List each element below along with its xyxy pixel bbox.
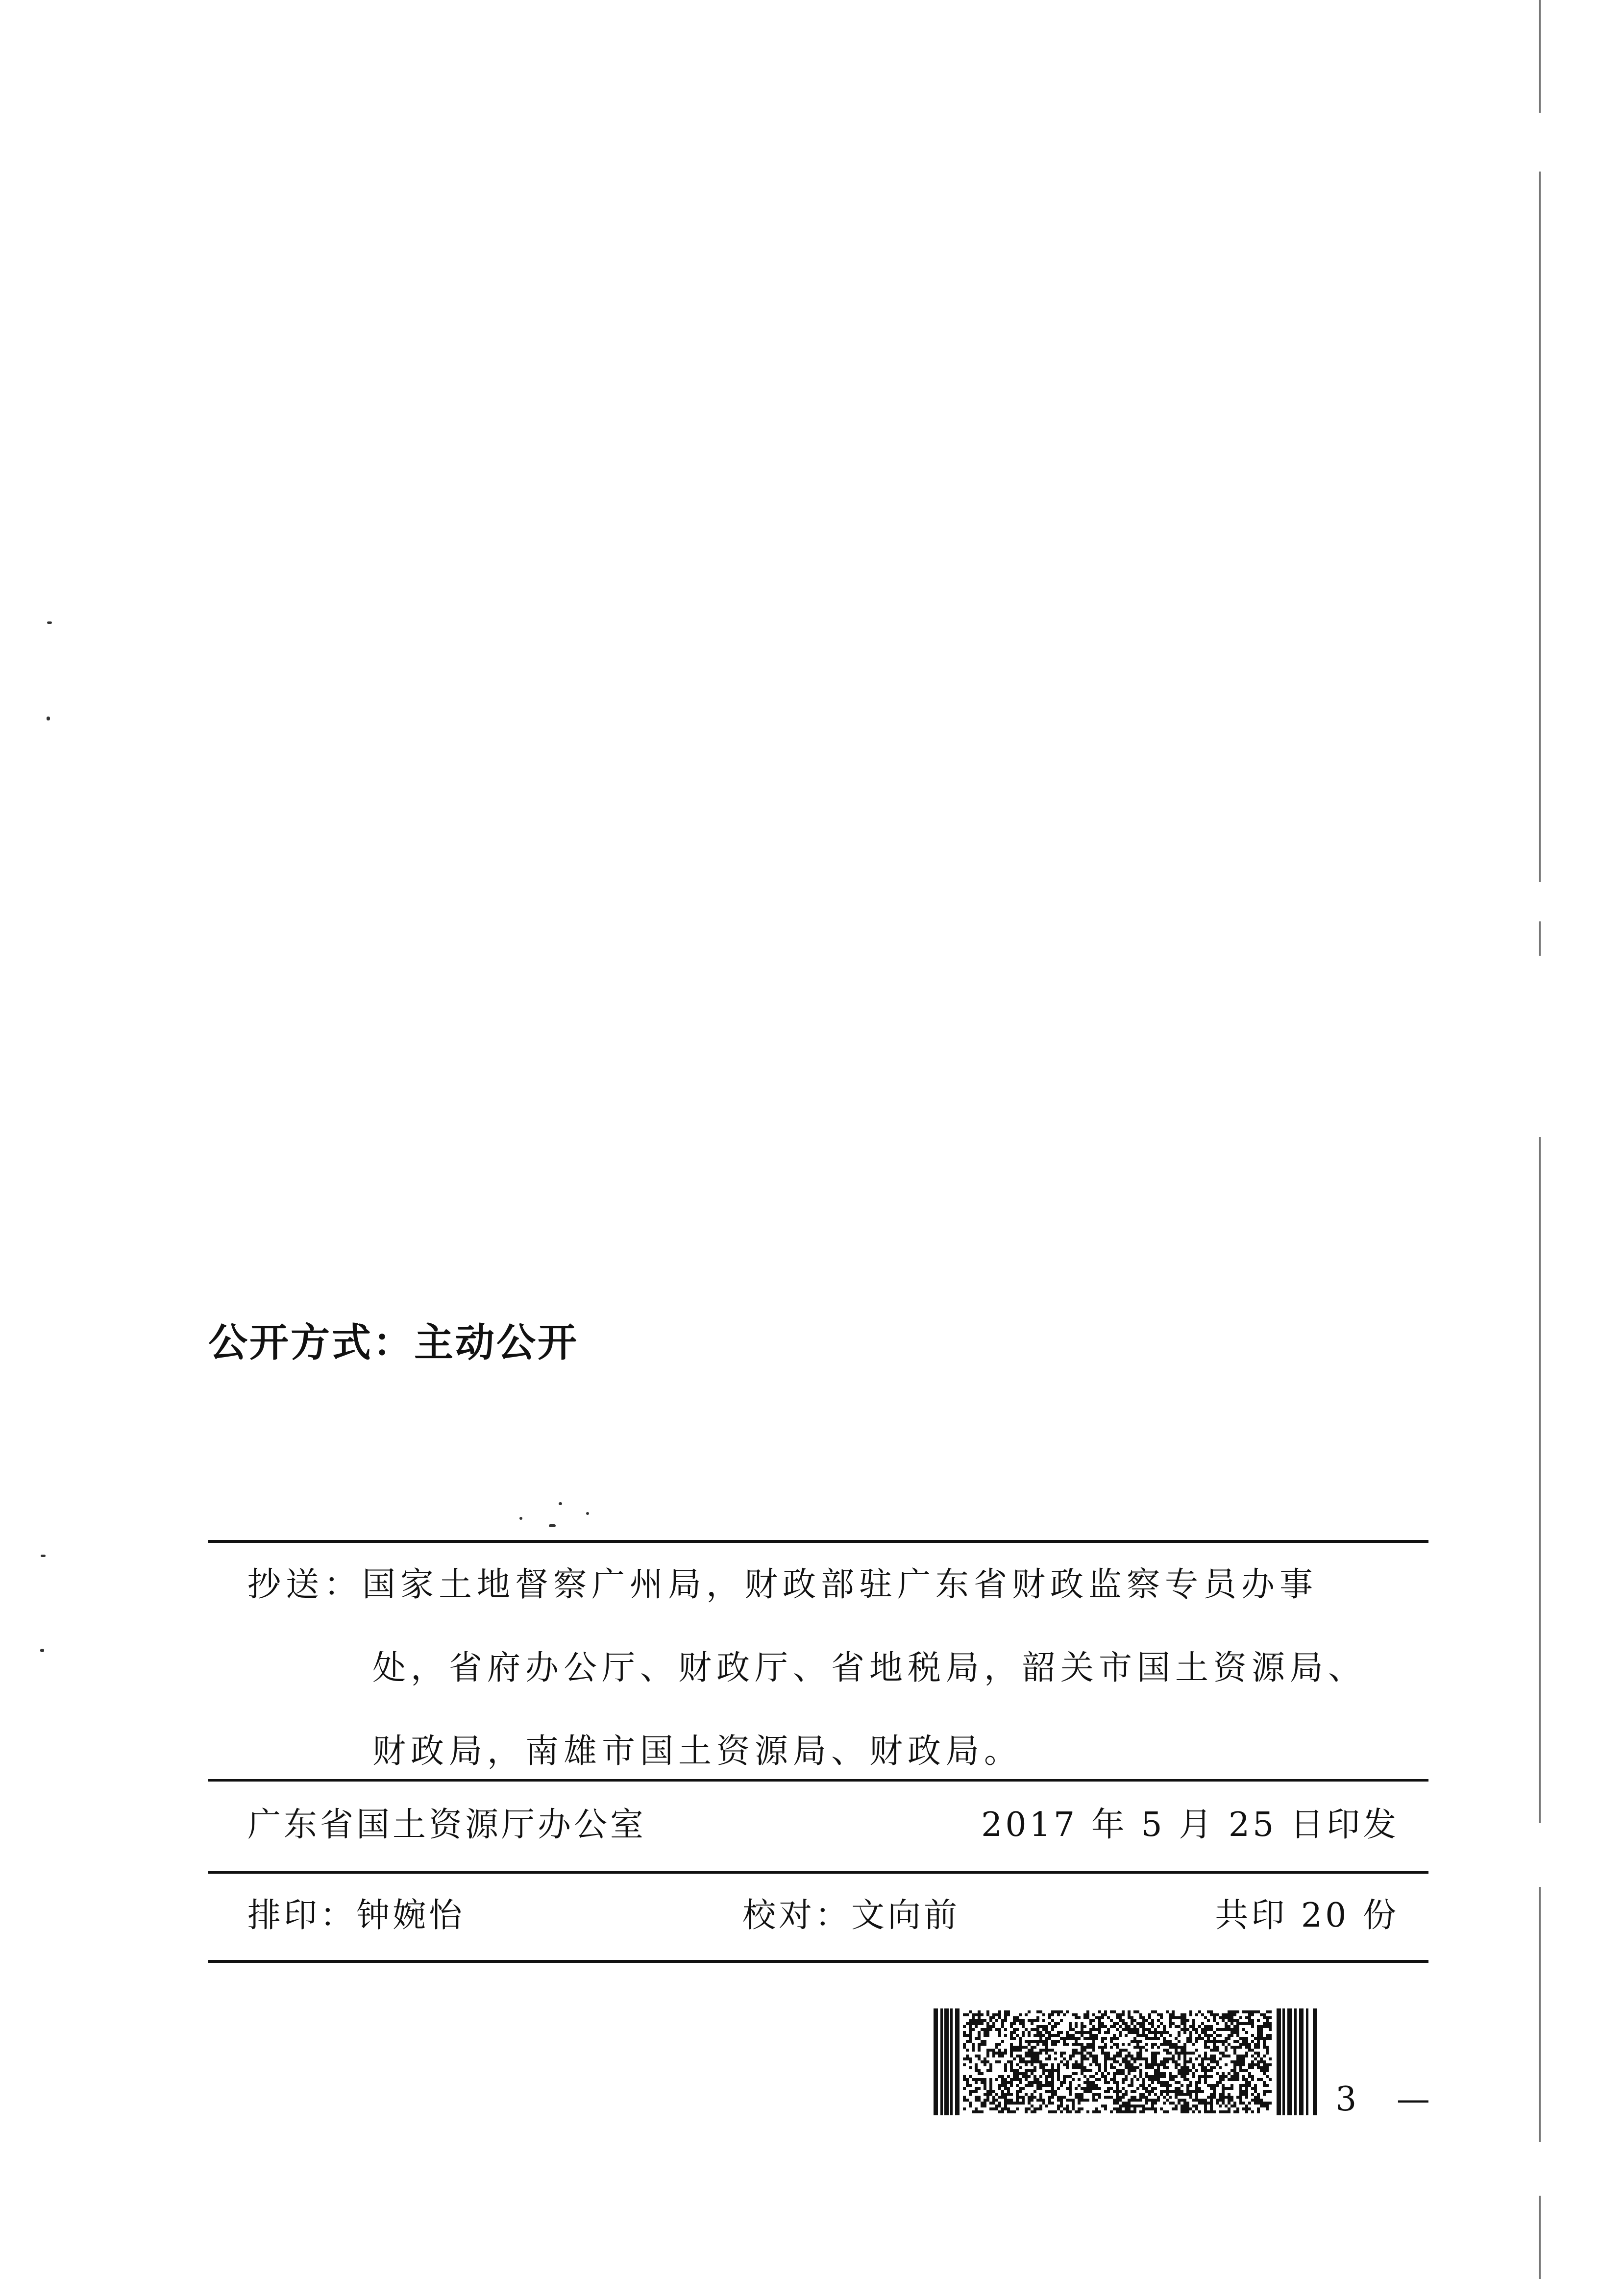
proofread-by: 校对：文向前 xyxy=(742,1896,960,1935)
page-number: 3 — xyxy=(1335,2080,1445,2119)
issuing-office: 广东省国土资源厅办公室 xyxy=(247,1806,647,1844)
copies-printed: 共印 20 份 xyxy=(1215,1896,1399,1935)
cc-line: 财政局，南雄市国土资源局、财政局。 xyxy=(372,1732,1023,1771)
scan-edge-line xyxy=(1539,2196,1541,2279)
divider-rule xyxy=(208,1779,1428,1782)
scan-speck xyxy=(519,1517,522,1520)
scan-edge-line xyxy=(1539,921,1541,956)
barcode-image xyxy=(934,2008,1321,2115)
scan-edge-line xyxy=(1539,1137,1541,1823)
cc-line: 抄送：国家土地督察广州局，财政部驻广东省财政监察专员办事 xyxy=(247,1565,1318,1604)
scan-edge-line xyxy=(1539,1887,1541,2142)
scan-speck xyxy=(41,1555,46,1557)
issue-date: 2017 年 5 月 25 日印发 xyxy=(981,1806,1399,1844)
scan-speck xyxy=(586,1512,589,1515)
divider-rule xyxy=(208,1960,1428,1963)
scan-speck xyxy=(47,621,52,624)
scan-edge-line xyxy=(1539,172,1541,882)
cc-line: 处，省府办公厅、财政厅、省地税局，韶关市国土资源局、 xyxy=(372,1649,1367,1687)
scan-speck xyxy=(47,717,50,720)
typeset-by: 排印：钟婉怡 xyxy=(247,1896,466,1935)
divider-rule xyxy=(208,1540,1428,1543)
divider-rule xyxy=(208,1871,1428,1874)
scan-edge-line xyxy=(1539,0,1541,113)
scan-speck xyxy=(549,1524,556,1527)
disclosure-method: 公开方式：主动公开 xyxy=(208,1320,579,1365)
scan-speck xyxy=(40,1649,44,1652)
scan-speck xyxy=(559,1502,562,1505)
